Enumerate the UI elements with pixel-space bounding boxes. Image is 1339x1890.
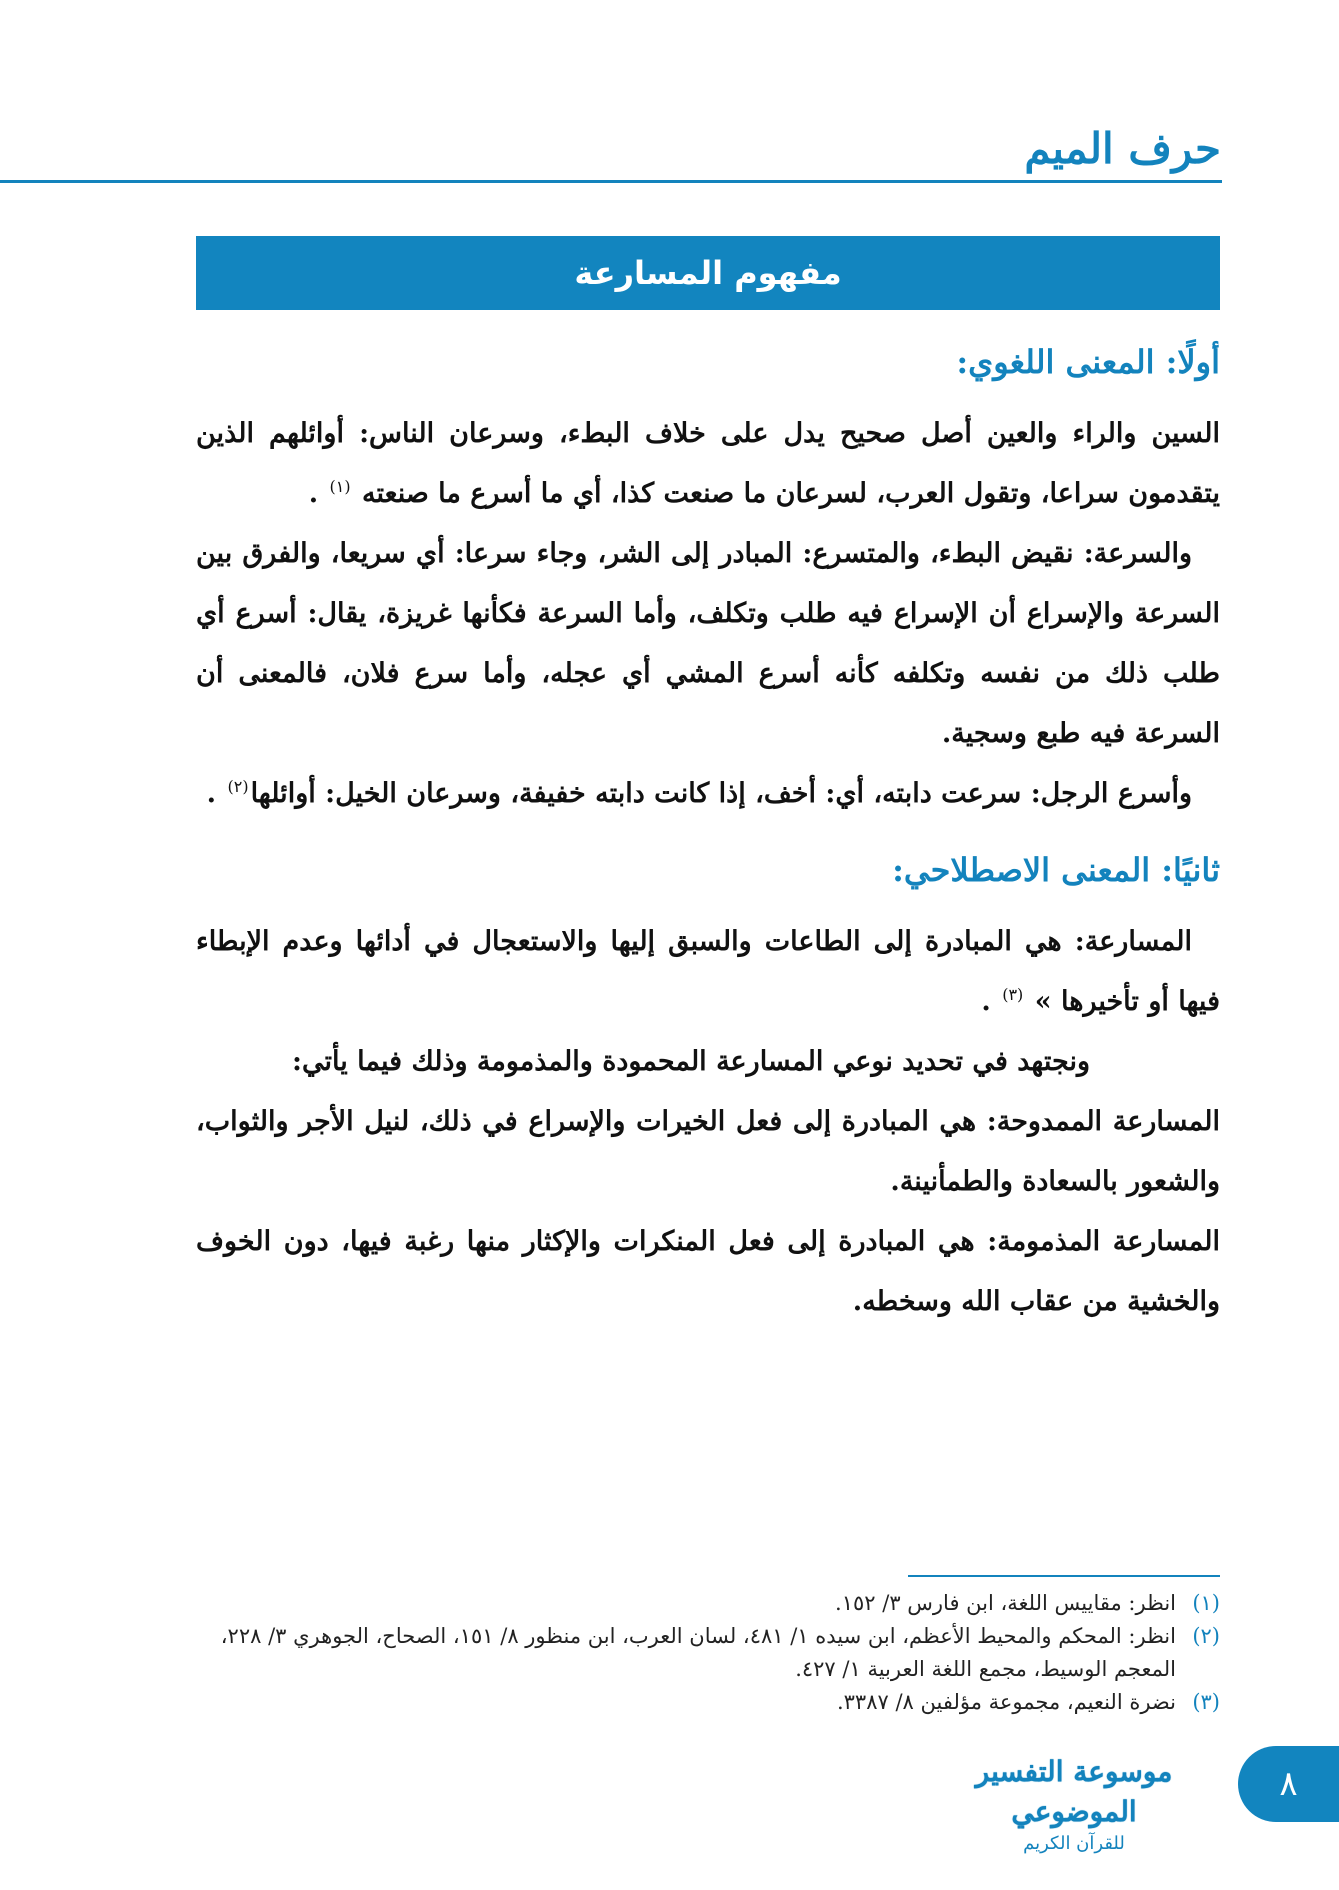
paragraph <box>196 912 1220 1032</box>
page-number-tab <box>1238 1746 1339 1822</box>
title-banner <box>196 236 1220 310</box>
footnote-ref[interactable]: (٢) <box>227 777 249 796</box>
footnote-item <box>196 1686 1220 1719</box>
page-title: مفهوم المسارعة <box>574 254 842 292</box>
paragraph-text: المسارعة: هي المبادرة إلى الطاعات والسبق إليها والاستعجال في أدائها وعدم الإبطاء فيها أو تأخيرها » <box>196 926 1220 1017</box>
footnote-number: (٢) <box>1192 1624 1220 1648</box>
footnote-number: (١) <box>1192 1591 1220 1615</box>
paragraph <box>196 404 1220 524</box>
section-heading-linguistic: أولًا: المعنى اللغوي: <box>956 343 1220 381</box>
paragraph <box>196 764 1220 824</box>
logo-main-text: موسوعة التفسير الموضوعي <box>975 1755 1173 1828</box>
footnote-text: انظر: المحكم والمحيط الأعظم، ابن سيده ١/ ٤٨١، لسان العرب، ابن منظور ٨/ ١٥١، الصحاح، الجوهري ٣/ ٢٢٨، المعجم الوسيط، مجمع اللغة العربية ١/ ٤٢٧. <box>220 1624 1176 1681</box>
page-number: ٨ <box>1279 1764 1298 1804</box>
logo-sub-text: للقرآن الكريم <box>1023 1833 1125 1854</box>
paragraph: المسارعة المذمومة: هي المبادرة إلى فعل المنكرات والإكثار منها رغبة فيها، دون الخوف والخشية من عقاب الله وسخطه. <box>196 1226 1220 1317</box>
footnote-rule <box>908 1575 1220 1577</box>
footnote-number: (٣) <box>1192 1690 1220 1714</box>
paragraph-text: وأسرع الرجل: سرعت دابته، أي: أخف، إذا كانت دابته خفيفة، وسرعان الخيل: أوائلها <box>250 778 1192 809</box>
footnote-ref[interactable]: (٣) <box>1002 985 1024 1004</box>
paragraph: والسرعة: نقيض البطء، والمتسرع: المبادر إلى الشر، وجاء سرعا: أي سريعا، والفرق بين السرعة والإسراع أن الإسراع فيه طلب وتكلف، وأما السرعة فكأنها غريزة، يقال: أسرع أي طلب ذلك من نفسه وتكلفه كأنه أسرع المشي أي عجله، وأما سرع فلان، فالمعنى أن السرعة فيه طبع وسجية. <box>196 538 1220 749</box>
section-heading-terminological: ثانيًا: المعنى الاصطلاحي: <box>892 851 1220 889</box>
main-content <box>196 338 1220 1332</box>
paragraph-end: . <box>308 478 319 509</box>
paragraph: المسارعة الممدوحة: هي المبادرة إلى فعل الخيرات والإسراع في ذلك، لنيل الأجر والثواب، والشعور بالسعادة والطمأنينة. <box>196 1106 1220 1197</box>
running-header: حرف الميم <box>1024 124 1221 173</box>
paragraph-text: السين والراء والعين أصل صحيح يدل على خلاف البطء، وسرعان الناس: أوائلهم الذين يتقدمون سراعا، وتقول العرب، لسرعان ما صنعت كذا، أي ما أسرع ما صنعته <box>196 418 1220 509</box>
footnote-ref[interactable]: (١) <box>329 477 351 496</box>
footnote-text: انظر: مقاييس اللغة، ابن فارس ٣/ ١٥٢. <box>835 1591 1176 1615</box>
footnote-item <box>196 1587 1220 1620</box>
encyclopedia-logo <box>926 1752 1222 1854</box>
footnotes <box>196 1587 1220 1719</box>
footnote-item <box>196 1620 1220 1686</box>
paragraph: ونجتهد في تحديد نوعي المسارعة المحمودة والمذمومة وذلك فيما يأتي: <box>292 1046 1090 1077</box>
paragraph-end: . <box>206 778 217 809</box>
header-rule <box>0 180 1222 183</box>
paragraph-end: . <box>981 986 991 1017</box>
footnote-text: نضرة النعيم، مجموعة مؤلفين ٨/ ٣٣٨٧. <box>836 1690 1176 1714</box>
